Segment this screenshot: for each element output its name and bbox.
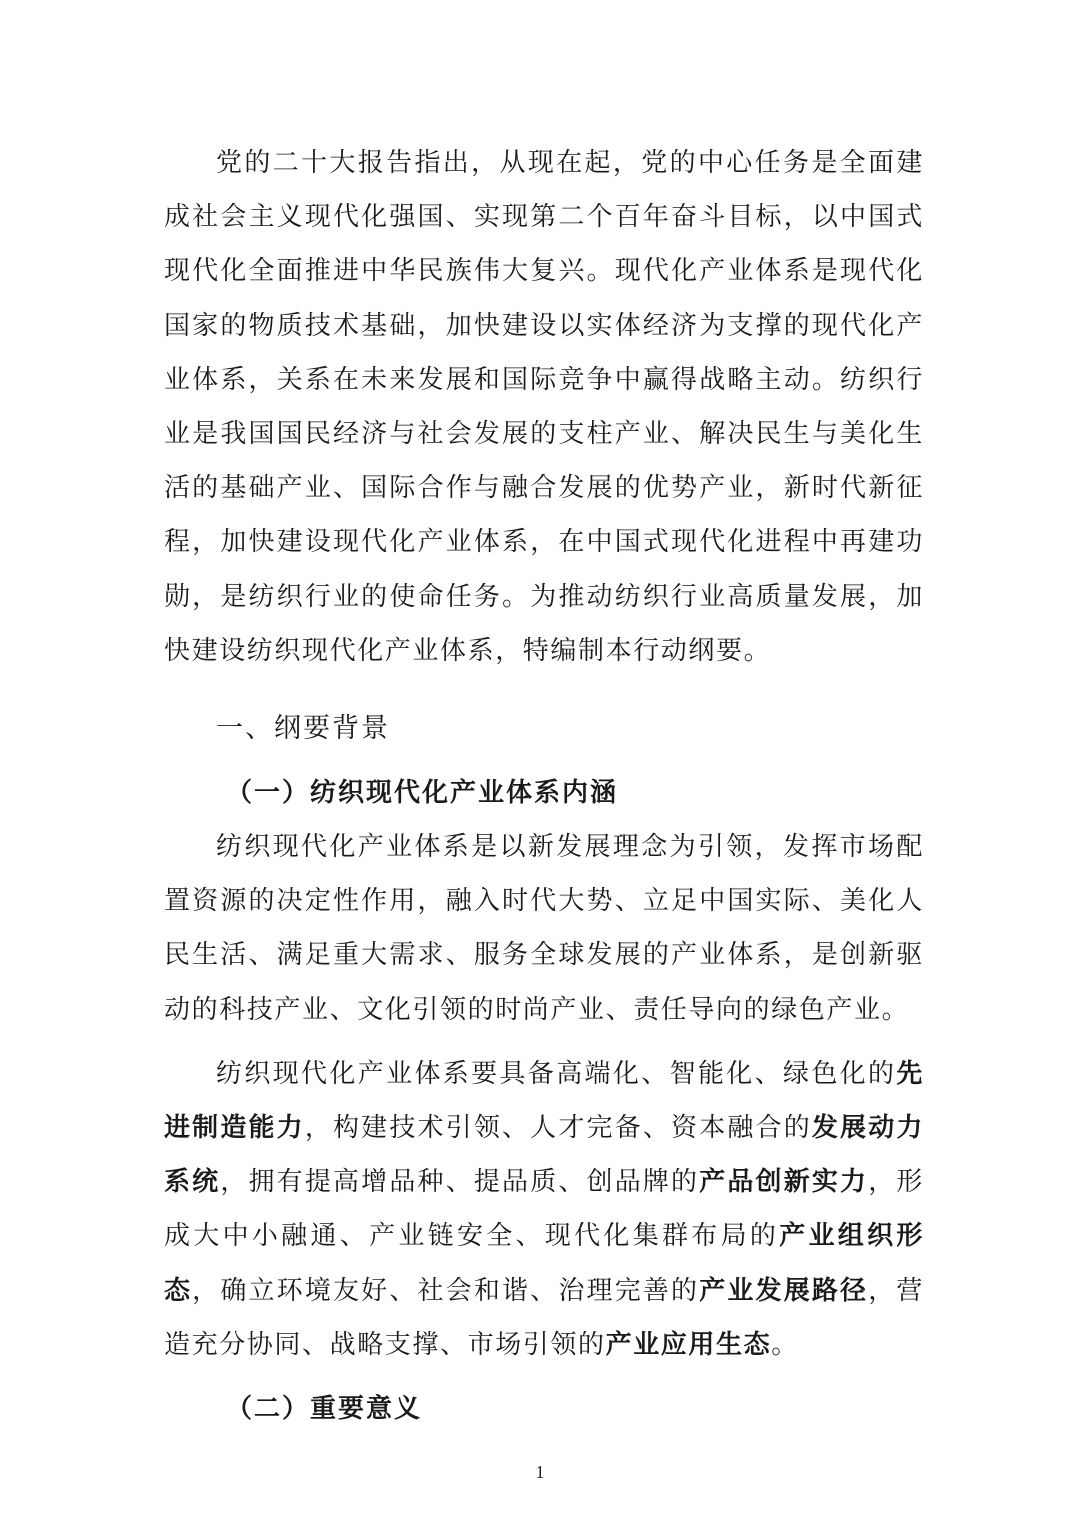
section-heading: 一、纲要背景 [216, 713, 390, 745]
text-segment: 。 [771, 1329, 799, 1360]
text-segment: 纺织现代化产业体系要具备高端化、智能化、绿色化的 [216, 1058, 897, 1089]
page-number: 1 [535, 1462, 545, 1482]
emphasis-product-innovation: 产品创新实力 [699, 1167, 869, 1198]
capabilities-paragraph [164, 1047, 924, 1372]
emphasis-advanced-manufacturing: 先进制造能力 [164, 1058, 924, 1144]
text-segment: ，营造充分协同、战略支撑、市场引领的 [164, 1275, 924, 1360]
emphasis-development-path: 产业发展路径 [699, 1275, 869, 1306]
subsection-heading-2: （二）重要意义 [226, 1394, 423, 1425]
document-page [164, 136, 924, 1436]
subsection-heading-1: （一）纺织现代化产业体系内涵 [226, 778, 619, 809]
text-segment: ，构建技术引领、人才完备、资本融合的 [304, 1113, 812, 1144]
intro-paragraph: 党的二十大报告指出，从现在起，党的中心任务是全面建成社会主义现代化强国、实现第二个百年奋斗目标，以中国式现代化全面推进中华民族伟大复兴。现代化产业体系是现代化国家的物质技术基础，加快建设以实体经济为支撑的现代化产业体系，关系在未来发展和国际竞争中赢得战略主动。纺织行业是我国国民经济与社会发展的支柱产业、解决民生与美化生活的基础产业、国际合作与融合发展的优势产业，新时代新征程，加快建设现代化产业体系，在中国式现代化进程中再建功勋，是纺织行业的使命任务。为推动纺织行业高质量发展，加快建设纺织现代化产业体系，特编制本行动纲要。 [164, 148, 924, 666]
emphasis-development-power: 发展动力系统 [164, 1113, 924, 1198]
emphasis-application-ecology: 产业应用生态 [605, 1329, 772, 1360]
emphasis-industrial-organization: 产业组织形态 [164, 1221, 924, 1306]
text-segment: ，拥有提高增品种、提品质、创品牌的 [220, 1167, 700, 1198]
text-segment: ，确立环境友好、社会和谐、治理完善的 [192, 1275, 700, 1306]
definition-paragraph: 纺织现代化产业体系是以新发展理念为引领，发挥市场配置资源的决定性作用，融入时代大势、立足中国实际、美化人民生活、满足重大需求、服务全球发展的产业体系，是创新驱动的科技产业、文化引领的时尚产业、责任导向的绿色产业。 [164, 832, 924, 1025]
text-segment: ，形成大中小融通、产业链安全、现代化集群布局的 [164, 1167, 925, 1252]
